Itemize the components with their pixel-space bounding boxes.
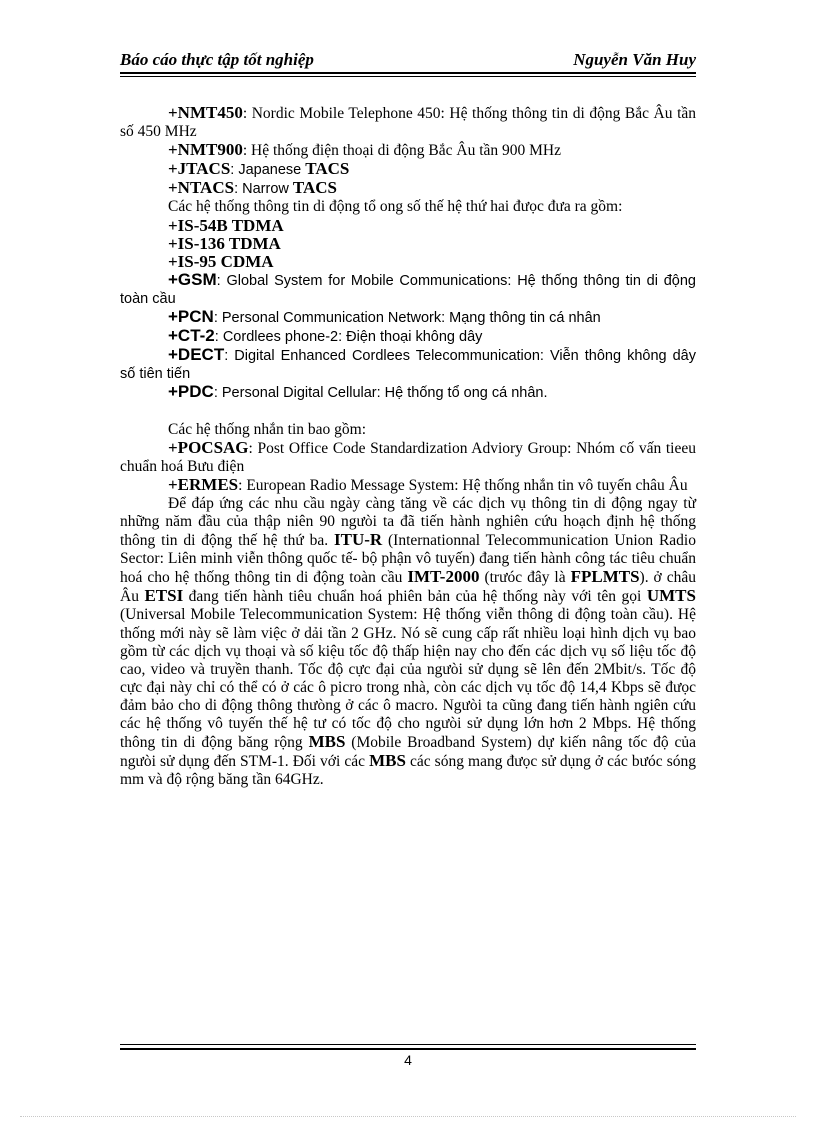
item-ntacs: +NTACS: Narrow TACS xyxy=(168,178,337,198)
item-nmt900: +NMT900: Hệ thống điện thoại di động Bắc Âu tần 900 MHz xyxy=(168,140,561,160)
item-dect: +DECT: Digital Enhanced Cordlees Telecommunication: Viễn thông không dây số tiên tiến xyxy=(120,345,696,383)
document-body xyxy=(120,104,696,789)
standard-is54b: +IS-54B TDMA xyxy=(168,215,284,235)
page-header xyxy=(120,50,696,72)
item-ct2: +CT-2: Cordlees phone-2: Điện thoại không dây xyxy=(168,326,483,346)
standard-is136: +IS-136 TDMA xyxy=(168,233,281,253)
standard-is95: +IS-95 CDMA xyxy=(168,251,274,271)
item-pocsag: +POCSAG: Post Office Code Standardization Adviory Group: Nhóm cố vấn tieeu chuẩn hoá Bưu điện xyxy=(120,437,696,475)
page-number: 4 xyxy=(404,1052,412,1068)
footer-rule-thin xyxy=(120,1044,696,1045)
item-nmt450: +NMT450: Nordic Mobile Telephone 450: Hệ thống thông tin di động Bắc Âu tần số 450 MHz xyxy=(120,103,696,141)
header-rule-thick xyxy=(120,72,696,74)
paragraph-3g: Để đáp ứng các nhu cầu ngày càng tăng về các dịch vụ thông tin di động ngay từ những năm đầu của thập niên 90 ngưòi ta đã tiến hành nghiên cứu hoạch định hệ thống thông tin di động thế hệ thứ ba. ITU-R (Internationnal Telecommunication Union Radio Sector: Liên minh viễn thông quốc tế- bộ phận vô tuyến) đang tiến hành công tác tiêu chuẩn hoá cho hệ thống thông tin di động toàn cầu IMT-2000 (trưóc đây là FPLMTS). ở châu Âu ETSI đang tiến hành tiêu chuẩn hoá phiên bản của hệ thống này với tên gọi UMTS (Universal Mobile Telecommunication System: Hệ thống viễn thông di động toàn cầu). Hệ thống mới này sẽ làm việc ở dải tần 2 GHz. Nó sẽ cung cấp rất nhiều loại hình dịch vụ bao gồm từ các dịch vụ thoại và số kiệu tốc độ thấp hiện nay cho đến các dịch vụ số liệu tốc độ cao, video và truyền thanh. Tốc độ cực đại của ngưòi sử dụng sẽ lên đến 2Mbit/s. Tốc độ cực đại này chỉ có thể có ở các ô picro trong nhà, còn các dịch vụ tốc độ 14,4 Kbps sẽ đưọc đảm bảo cho di động thông thưòng ở các ô macro. Ngưòi ta cũng đang tiến hành ngiên cứu các hệ thống vô tuyến thế hệ tư có tốc độ cho ngưòi sử dụng lớn hơn 2 Mbps. Hệ thống thông tin di động băng rộng MBS (Mobile Broadband System) dự kiến nâng tốc độ của ngưòi sử dụng đến STM-1. Đối với các MBS các sóng mang đưọc sử dụng ở các bưóc sóng mm và độ rộng băng tần 64GHz. xyxy=(120,494,696,789)
intro-2g-systems: Các hệ thống thông tin di động tổ ong số thế hệ thứ hai đưọc đưa ra gồm: xyxy=(168,198,623,216)
item-gsm: +GSM: Global System for Mobile Communications: Hệ thống thông tin di động toàn cầu xyxy=(120,269,696,307)
author-name: Nguyễn Văn Huy xyxy=(573,50,696,69)
paging-intro: Các hệ thống nhắn tin bao gồm: xyxy=(168,420,367,438)
item-ermes: +ERMES: European Radio Message System: Hệ thống nhắn tin vô tuyến châu Âu xyxy=(168,474,688,494)
item-pdc: +PDC: Personal Digital Cellular: Hệ thống tổ ong cá nhân. xyxy=(168,382,548,402)
page-edge-dotted xyxy=(20,1116,796,1117)
footer-rule-thick xyxy=(120,1048,696,1050)
item-jtacs: +JTACS: Japanese TACS xyxy=(168,159,350,179)
header-rule-thin xyxy=(120,76,696,77)
item-pcn: +PCN: Personal Communication Network: Mạng thông tin cá nhân xyxy=(168,307,601,327)
report-title: Báo cáo thực tập tốt nghiệp xyxy=(120,50,314,69)
